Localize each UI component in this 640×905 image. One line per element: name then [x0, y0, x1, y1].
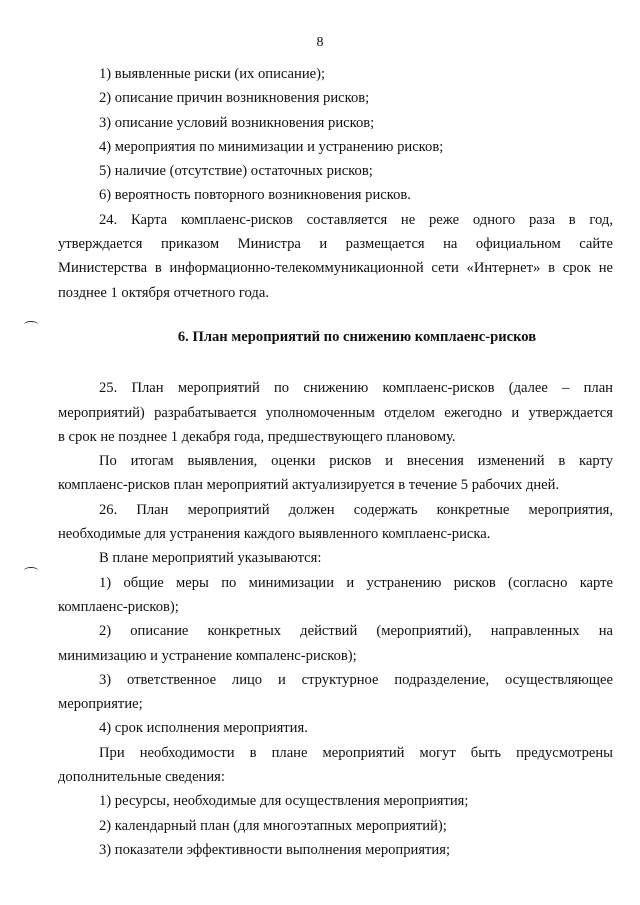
list-item: 2) календарный план (для многоэтапных мероприятий);	[99, 817, 447, 834]
paragraph-line: дополнительные сведения:	[58, 769, 225, 786]
paragraph-line: в срок не позднее 1 декабря года, предшествующего плановому.	[58, 428, 456, 445]
list-item: 1) выявленные риски (их описание);	[99, 66, 326, 82]
paragraph-line: В плане мероприятий указываются:	[99, 550, 322, 567]
list-item: 2) описание причин возникновения рисков;	[99, 90, 370, 107]
list-item: 6) вероятность повторного возникновения рисков.	[99, 187, 411, 204]
list-item: 4) мероприятия по минимизации и устранению рисков;	[99, 138, 444, 155]
section-heading: 6. План мероприятий по снижению комплаенс-рисков	[177, 328, 537, 345]
list-item-continuation: мероприятие;	[58, 696, 143, 713]
paragraph-line: 24. Карта комплаенс-рисков составляется не реже одного раза в год,	[99, 211, 613, 228]
paragraph-line: позднее 1 октября отчетного года.	[58, 284, 269, 301]
paragraph-line: мероприятий) разрабатывается уполномоченным отделом ежегодно и утверждается	[58, 404, 613, 421]
list-item: 3) ответственное лицо и структурное подразделение, осуществляющее	[99, 671, 613, 688]
page-number: 8	[316, 35, 324, 50]
paragraph-line: Министерства в информационно-телекоммуникационной сети «Интернет» в срок не	[58, 260, 613, 277]
margin-bracket-mark	[24, 321, 38, 328]
list-item: 1) общие меры по минимизации и устранению рисков (согласно карте	[99, 574, 613, 591]
list-item: 2) описание конкретных действий (мероприятий), направленных на	[99, 623, 613, 640]
paragraph-line: комплаенс-рисков план мероприятий актуализируется в течение 5 рабочих дней.	[58, 477, 560, 494]
document-body	[58, 62, 613, 862]
list-item: 5) наличие (отсутствие) остаточных рисков;	[99, 163, 373, 180]
list-item: 3) показатели эффективности выполнения мероприятия;	[99, 841, 451, 858]
paragraph-line: утверждается приказом Министра и размещается на официальном сайте	[58, 236, 613, 253]
paragraph-line: 25. План мероприятий по снижению комплаенс-рисков (далее – план	[99, 380, 613, 397]
list-item: 4) срок исполнения мероприятия.	[99, 720, 308, 737]
paragraph-line: 26. План мероприятий должен содержать конкретные мероприятия,	[99, 501, 613, 518]
list-item: 1) ресурсы, необходимые для осуществления мероприятия;	[99, 793, 469, 810]
paragraph-line: При необходимости в плане мероприятий могут быть предусмотрены	[99, 744, 613, 761]
list-item: 3) описание условий возникновения рисков;	[99, 114, 375, 131]
paragraph-line: необходимые для устранения каждого выявленного комплаенс-риска.	[58, 526, 491, 543]
paragraph-line: По итогам выявления, оценки рисков и внесения изменений в карту	[99, 453, 613, 470]
margin-bracket-mark	[24, 567, 38, 574]
list-item-continuation: комплаенс-рисков);	[58, 598, 179, 615]
list-item-continuation: минимизацию и устранение компаленс-рисков);	[58, 647, 357, 664]
